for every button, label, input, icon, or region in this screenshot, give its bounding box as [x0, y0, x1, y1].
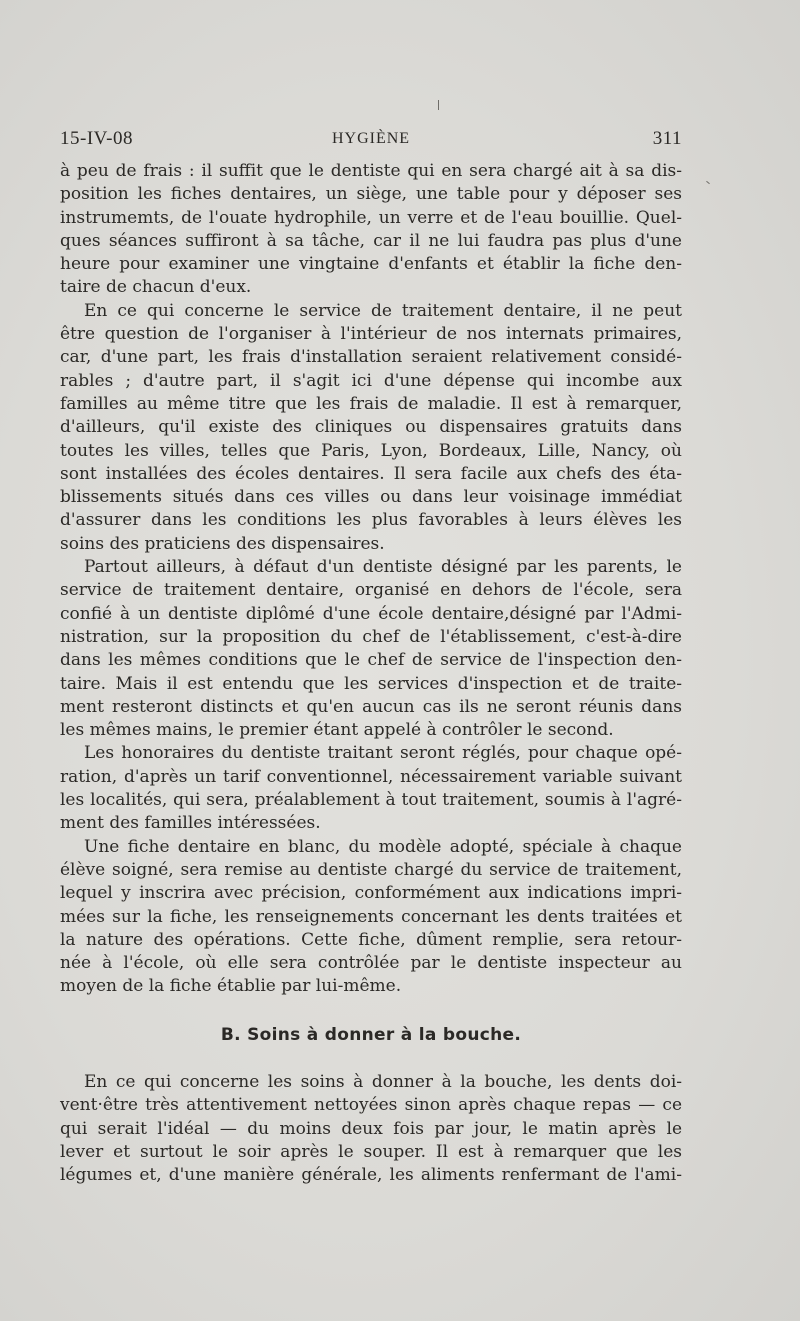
paragraph — [60, 836, 682, 999]
text-line: dans les mêmes conditions que le chef de service de l'inspection den- — [60, 650, 682, 671]
page-speck — [438, 100, 439, 110]
text-line: heure pour examiner une vingtaine d'enfants et établir la fiche den- — [60, 254, 682, 275]
text-line: née à l'école, où elle sera contrôlée par le dentiste inspecteur au — [60, 953, 682, 974]
text-line: Les honoraires du dentiste traitant seront réglés, pour chaque opé- — [84, 743, 682, 764]
text-line: rables ; d'autre part, il s'agit ici d'une dépense qui incombe aux — [60, 370, 682, 391]
text-line: qui serait l'idéal — du moins deux fois par jour, le matin après le — [60, 1118, 682, 1139]
text-line: car, d'une part, les frais d'installation seraient relativement considé- — [60, 347, 682, 368]
text-line: élève soigné, sera remise au dentiste chargé du service de traitement, — [60, 859, 682, 880]
text-line: instrumemts, de l'ouate hydrophile, un verre et de l'eau bouillie. Quel- — [60, 207, 682, 228]
text-line: sont installées des écoles dentaires. Il sera facile aux chefs des éta- — [60, 463, 682, 484]
text-line: taire. Mais il est entendu que les services d'inspection et de traite- — [60, 673, 682, 694]
running-title: HYGIÈNE — [331, 130, 411, 147]
section-heading: B. Soins à donner à la bouche. — [220, 1024, 522, 1045]
paragraph — [60, 556, 682, 742]
text-line: service de traitement dentaire, organisé en dehors de l'école, sera — [60, 580, 682, 601]
text-line: ques séances suffiront à sa tâche, car il ne lui faudra pas plus d'une — [60, 230, 682, 251]
text-line: lequel y inscrira avec précision, conformément aux indications impri- — [60, 883, 682, 904]
text-line: mées sur la fiche, les renseignements concernant les dents traitées et — [60, 906, 682, 927]
text-line: légumes et, d'une manière générale, les aliments renfermant de l'ami- — [60, 1165, 682, 1186]
text-line: vent·être très attentivement nettoyées sinon après chaque repas — ce — [60, 1095, 682, 1116]
page-number: 311 — [652, 128, 682, 149]
text-line: ration, d'après un tarif conventionnel, nécessairement variable suivant — [60, 766, 682, 787]
text-line: à peu de frais : il suffit que le dentiste qui en sera chargé ait à sa dis- — [60, 161, 682, 181]
text-line: d'ailleurs, qu'il existe des cliniques ou dispensaires gratuits dans — [60, 417, 682, 438]
text-line: les localités, qui sera, préalablement à tout traitement, soumis à l'agré- — [60, 790, 682, 811]
text-line: ment resteront distincts et qu'en aucun cas ils ne seront réunis dans — [60, 696, 682, 717]
text-line: moyen de la fiche établie par lui-même. — [60, 976, 402, 997]
text-line: En ce qui concerne le service de traitement dentaire, il ne peut — [84, 300, 682, 321]
text-line: nistration, sur la proposition du chef de l'établissement, c'est-à-dire — [60, 626, 682, 647]
paragraph — [60, 300, 682, 556]
text-line: familles au même titre que les frais de maladie. Il est à remarquer, — [60, 393, 682, 414]
paragraph — [60, 1071, 682, 1187]
text-line: En ce qui concerne les soins à donner à la bouche, les dents doi- — [84, 1071, 682, 1092]
text-line: d'assurer dans les conditions les plus favorables à leurs élèves les — [60, 510, 682, 531]
text-line: ment des familles intéressées. — [60, 813, 321, 834]
page-speck — [706, 181, 710, 184]
text-line: lever et surtout le soir après le souper. Il est à remarquer que les — [60, 1141, 682, 1162]
text-line: les mêmes mains, le premier étant appelé à contrôler le second. — [60, 720, 614, 741]
text-line: soins des praticiens des dispensaires. — [60, 533, 385, 554]
text-line: taire de chacun d'eux. — [60, 277, 252, 298]
text-line: la nature des opérations. Cette fiche, dûment remplie, sera retour- — [60, 929, 682, 950]
paragraph — [60, 160, 682, 300]
text-line: toutes les villes, telles que Paris, Lyon, Bordeaux, Lille, Nancy, où — [60, 440, 682, 461]
issue-date: 15-IV-08 — [60, 128, 133, 149]
paragraph — [60, 742, 682, 835]
body-text — [60, 160, 682, 1187]
text-line: confié à un dentiste diplômé d'une école dentaire,désigné par l'Admi- — [60, 603, 682, 624]
text-line: blissements situés dans ces villes ou dans leur voisinage immédiat — [60, 487, 682, 508]
running-head — [60, 128, 682, 154]
text-line: être question de l'organiser à l'intérieur de nos internats primaires, — [60, 324, 682, 345]
text-line: position les fiches dentaires, un siège, une table pour y déposer ses — [60, 184, 682, 205]
text-line: Partout ailleurs, à défaut d'un dentiste désigné par les parents, le — [84, 557, 682, 578]
text-line: Une fiche dentaire en blanc, du modèle adopté, spéciale à chaque — [84, 836, 682, 857]
